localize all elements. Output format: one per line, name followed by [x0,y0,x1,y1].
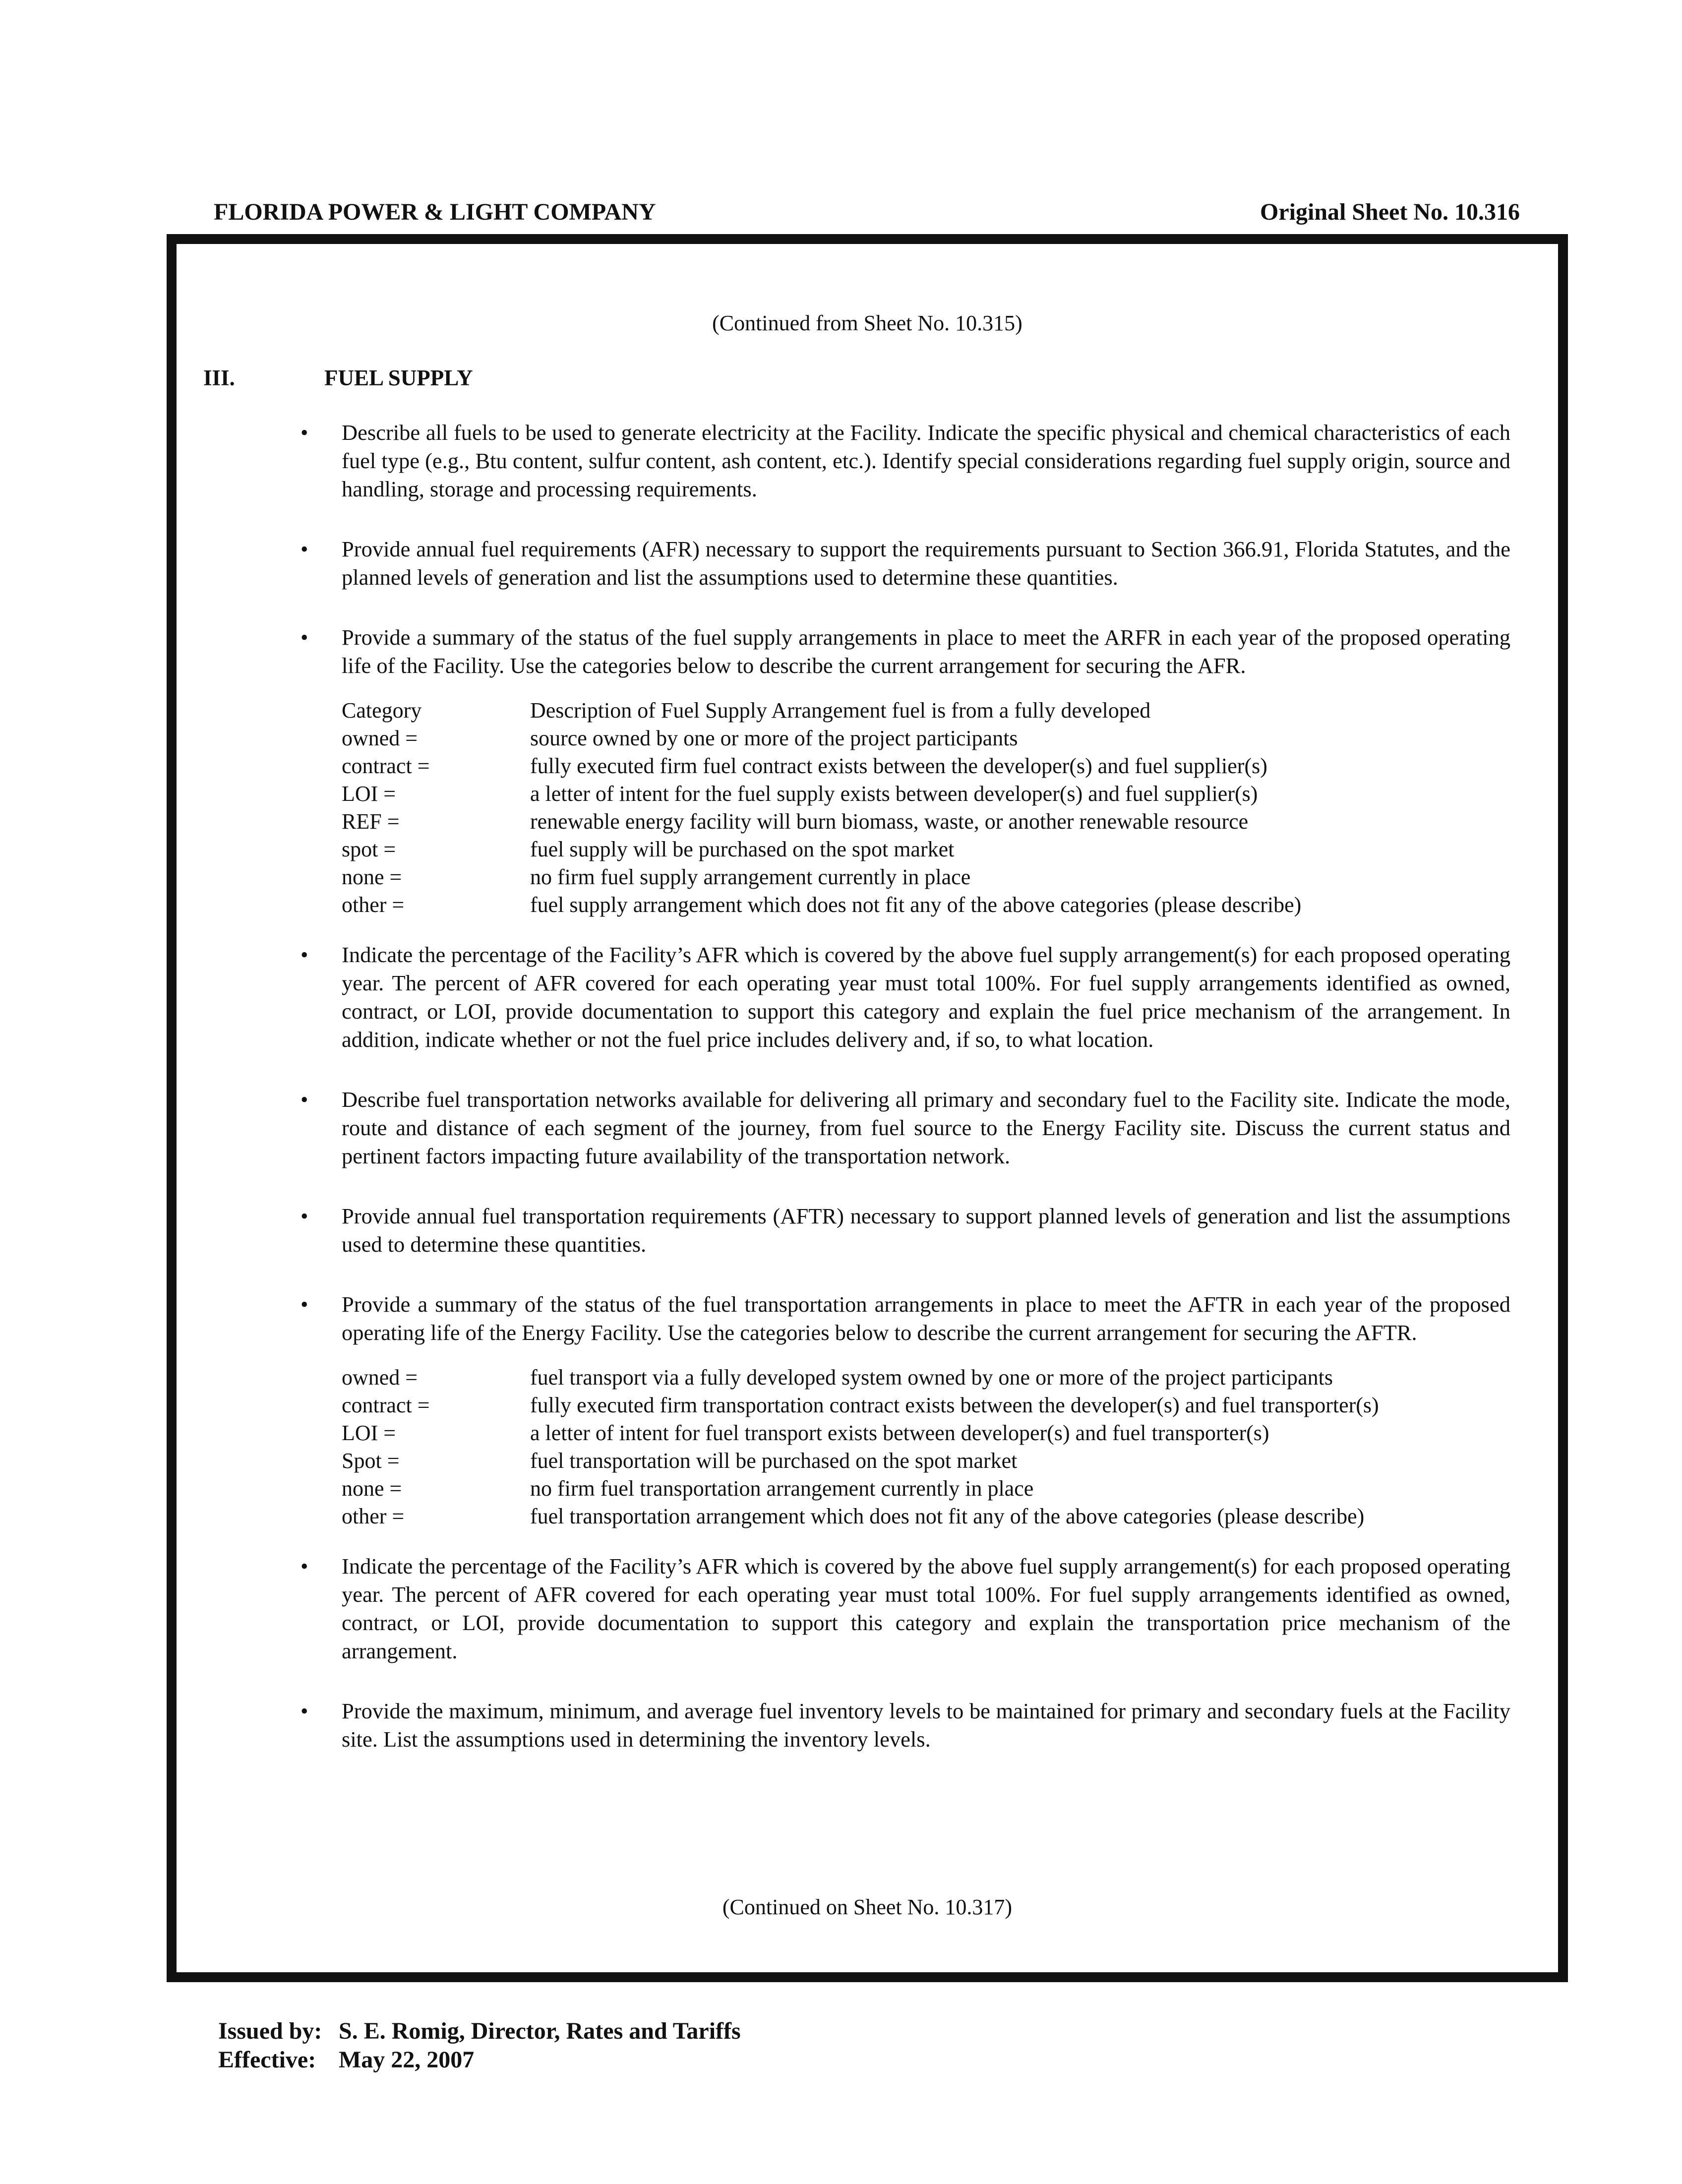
category-description: source owned by one or more of the project participants [530,726,1018,750]
bullet-item: • Describe fuel transportation networks available for delivering all primary and secondary fuel to the Facility site. Indicate the mode, route and distance of each segment of the journey, from fuel source to the Energy Facility site. Discuss the current status and pertinent factors impacting future availability of the transportation network. [300,1086,1510,1170]
category-term: none = [342,865,402,889]
table-row [342,1419,1379,1447]
bullet-item: • Provide annual fuel requirements (AFR) necessary to support the requirements pursuant to Section 366.91, Florida Statutes, and the planned levels of generation and list the assumptions used to determine these quantities. [300,535,1510,592]
category-description: fully executed firm fuel contract exists between the developer(s) and fuel supplier(s) [530,754,1267,778]
table-row [342,752,1301,780]
category-term: owned = [342,1365,418,1390]
effective-date-row [218,2046,741,2074]
issuance-footer [218,2017,741,2074]
table-row [342,891,1301,919]
issued-by-row [218,2017,741,2046]
table-row [342,1364,1379,1392]
category-term: LOI = [342,1421,396,1445]
category-description: fuel transportation arrangement which does not fit any of the above categories (please describe) [530,1504,1365,1528]
bullet-item: • Provide a summary of the status of the fuel supply arrangements in place to meet the ARFR in each year of the proposed operating life of the Facility. Use the categories below to describe the current arrangement for securing the AFR. [300,623,1510,680]
page-header [214,198,1520,226]
category-description: a letter of intent for the fuel supply exists between developer(s) and fuel supplier(s) [530,782,1258,806]
table-row [342,1392,1379,1419]
category-description: renewable energy facility will burn biomass, waste, or another renewable resource [530,809,1249,834]
table-row [342,1447,1379,1475]
continued-on-note: (Continued on Sheet No. 10.317) [722,1895,1013,1919]
bullet-item: • Indicate the percentage of the Facility’s AFR which is covered by the above fuel supply arrangement(s) for each proposed operating year. The percent of AFR covered for each operating year must total 100%. For fuel supply arrangements identified as owned, contract, or LOI, provide documentation to support this category and explain the transportation price mechanism of the arrangement. [300,1552,1510,1665]
table-row [342,1503,1379,1530]
category-description: fuel supply arrangement which does not fit any of the above categories (please describe) [530,893,1302,917]
category-description: fuel supply will be purchased on the spot market [530,837,955,861]
bullet-item: • Provide the maximum, minimum, and average fuel inventory levels to be maintained for primary and secondary fuels at the Facility site. List the assumptions used in determining the inventory levels. [300,1697,1510,1754]
table-row [342,836,1301,863]
table-row [342,725,1301,752]
category-description: no firm fuel supply arrangement currently in place [530,865,971,889]
category-term: Category [342,698,422,723]
section-number: III. [203,365,235,390]
table-row [342,1475,1379,1503]
effective-value: May 22, 2007 [339,2047,475,2073]
category-description: fully executed firm transportation contract exists between the developer(s) and fuel transporter(s) [530,1393,1379,1417]
bullet-item: • Indicate the percentage of the Facility’s AFR which is covered by the above fuel supply arrangement(s) for each proposed operating year. The percent of AFR covered for each operating year must total 100%. For fuel supply arrangements identified as owned, contract, or LOI, provide documentation to support this category and explain the fuel price mechanism of the arrangement. In addition, indicate whether or not the fuel price includes delivery and, if so, to what location. [300,941,1510,1054]
sheet-number: Original Sheet No. 10.316 [1260,199,1520,225]
category-term: contract = [342,754,430,778]
category-term: owned = [342,726,418,750]
table-row [342,808,1301,836]
category-description: Description of Fuel Supply Arrangement fuel is from a fully developed [530,698,1151,723]
category-description: fuel transport via a fully developed system owned by one or more of the project participants [530,1365,1333,1390]
category-description: fuel transportation will be purchased on the spot market [530,1449,1018,1473]
tariff-sheet-frame [167,234,1568,1982]
category-description: a letter of intent for fuel transport exists between developer(s) and fuel transporter(s) [530,1421,1269,1445]
category-term: other = [342,1504,405,1528]
category-term: other = [342,893,405,917]
section-content [300,419,1510,1785]
table-row [342,780,1301,808]
continued-from-note: (Continued from Sheet No. 10.315) [712,311,1022,335]
issued-by-label: Issued by: [218,2018,322,2044]
category-term: Spot = [342,1449,400,1473]
company-name: FLORIDA POWER & LIGHT COMPANY [214,199,656,225]
table-row [342,863,1301,891]
category-term: REF = [342,809,400,834]
issued-by-value: S. E. Romig, Director, Rates and Tariffs [339,2018,741,2044]
category-description: no firm fuel transportation arrangement currently in place [530,1476,1034,1501]
fuel-supply-category-table [342,697,1301,919]
section-title: FUEL SUPPLY [324,365,473,390]
bullet-item: • Provide annual fuel transportation requirements (AFTR) necessary to support planned levels of generation and list the assumptions used to determine these quantities. [300,1202,1510,1259]
category-term: none = [342,1476,402,1501]
effective-label: Effective: [218,2047,316,2073]
table-row [342,697,1301,725]
bullet-item: • Describe all fuels to be used to generate electricity at the Facility. Indicate the specific physical and chemical characteristics of each fuel type (e.g., Btu content, sulfur content, ash content, etc.). Identify special considerations regarding fuel supply origin, source and handling, storage and processing requirements. [300,419,1510,503]
category-term: spot = [342,837,396,861]
fuel-transport-category-table [342,1364,1379,1530]
category-term: LOI = [342,782,396,806]
bullet-item: • Provide a summary of the status of the fuel transportation arrangements in place to meet the AFTR in each year of the proposed operating life of the Energy Facility. Use the categories below to describe the current arrangement for securing the AFTR. [300,1290,1510,1347]
category-term: contract = [342,1393,430,1417]
